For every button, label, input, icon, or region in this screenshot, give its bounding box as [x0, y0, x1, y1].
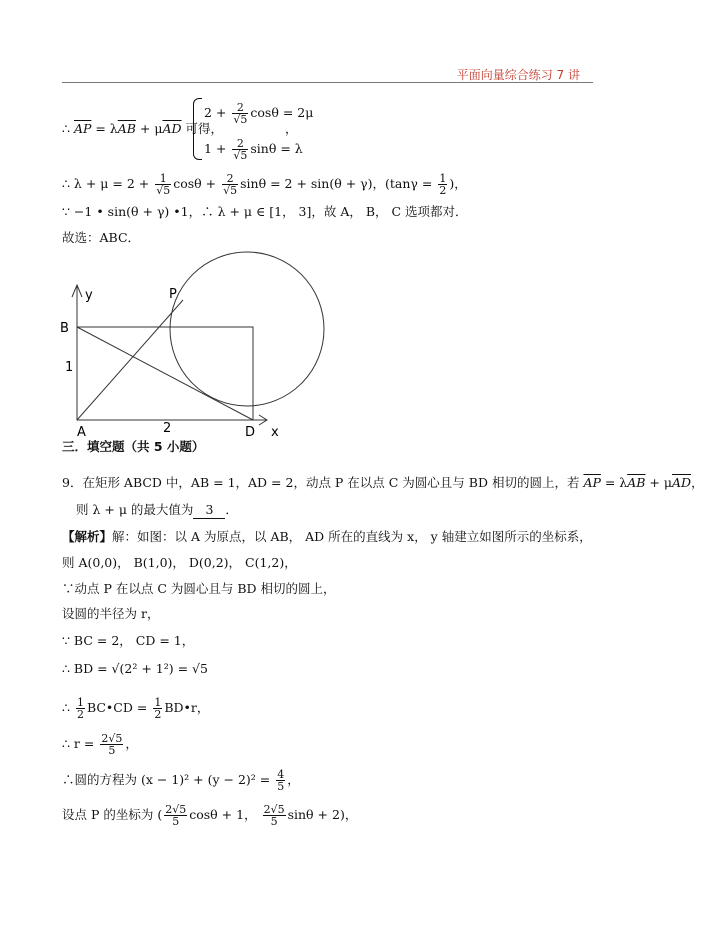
label-2: 2: [163, 421, 172, 436]
label-y: y: [85, 288, 93, 303]
analysis-line-7: ∴ $\frac{1}{2}$ BC•CD = $\frac{1}{2}$ BD•r，: [62, 696, 210, 721]
solution-line-1: ∴ $\overline{AP} = \lambda\overline{AB} + \mu\overline{AD}$ 可得，: [62, 121, 224, 136]
analysis-line-3: ∵动点 P 在以点 C 为圆心且与 BD 相切的圆上，: [62, 581, 336, 596]
answer-blank: 3: [193, 502, 225, 519]
geometry-figure: [55, 245, 345, 440]
analysis-line-6: ∴ BD = √(2² + 1²) = √5: [62, 661, 208, 676]
system-comma: ，: [285, 121, 298, 136]
question-line-2: 则 λ + μ 的最大值为 3 ．: [76, 502, 238, 517]
analysis-line-1: 【解析】解：如图：以 A 为原点，以 AB， AD 所在的直线为 x， y 轴建立如图所示的坐标系，: [62, 529, 592, 544]
solution-line-2: ∴ λ + μ = 2 + $\frac{1}{√5}$ cosθ + $\frac{2}{√5}$ sinθ = 2 + sin(θ + γ)，(tanγ = $\frac{1}{2}$ )，: [62, 172, 467, 197]
label-x: x: [271, 425, 279, 440]
label-b: B: [60, 321, 69, 336]
system-eq-2: 1 + $\frac{2}{√5}$ sinθ = λ: [204, 137, 303, 162]
analysis-line-9: ∴圆的方程为 (x − 1)² + (y − 2)² = $\frac{4}{5}$ ，: [62, 768, 300, 793]
analysis-line-4: 设圆的半径为 r，: [62, 606, 160, 621]
segment-ap: [77, 300, 183, 420]
analysis-line-2: 则 A(0,0)， B(1,0)， D(0,2)， C(1,2)，: [62, 555, 297, 570]
section-title: 三．填空题（共 5 小题）: [62, 439, 205, 454]
system-eq-1: 2 + $\frac{2}{√5}$ cosθ = 2μ: [204, 101, 314, 126]
label-1: 1: [65, 360, 74, 375]
solution-line-3: ∵ −1 • sin(θ + γ) •1，∴ λ + μ ∈ [1， 3]，故 A， B， C 选项都对．: [62, 204, 468, 219]
analysis-line-5: ∵ BC = 2， CD = 1，: [62, 633, 195, 648]
header-rule: [62, 82, 593, 83]
label-p: P: [169, 287, 177, 302]
label-d: D: [245, 425, 256, 440]
system-brace: [193, 98, 202, 160]
header-title: 平面向量综合练习 7 讲: [456, 68, 580, 82]
analysis-line-8: ∴ r = $\frac{2√5}{5}$ ，: [62, 732, 138, 757]
segment-bd: [77, 327, 253, 420]
label-a: A: [77, 425, 86, 440]
question-line-1: 9．在矩形 ABCD 中，AB = 1，AD = 2，动点 P 在以点 C 为圆心且与 BD 相切的圆上，若 $\overline{AP} = \lambda\overline{AB} + \mu\overline{AD}$，: [62, 475, 704, 490]
circle-c: [170, 252, 324, 406]
analysis-line-10: 设点 P 的坐标为 ( $\frac{2√5}{5}$ cosθ + 1， $\frac{2√5}{5}$ sinθ + 2)，: [62, 803, 358, 828]
solution-line-4: 故选：ABC．: [62, 230, 141, 245]
